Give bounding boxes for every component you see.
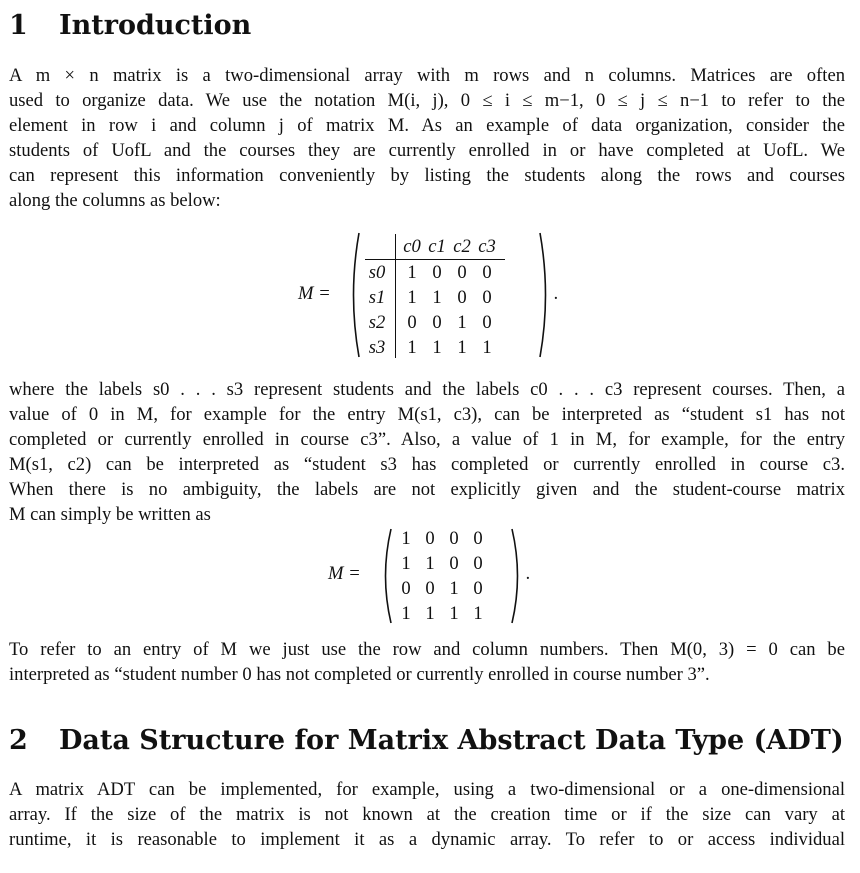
matrix-cell: 1 (407, 337, 417, 358)
text-line: completed or currently enrolled in course c3”. Also, a value of 1 in M, for example, for the entry (9, 429, 845, 450)
matrix-cell: 1 (457, 337, 467, 358)
text-line: along the columns as below: (9, 190, 221, 211)
intro-paragraph-3 (9, 637, 845, 687)
matrix-cell: 1 (449, 578, 459, 599)
text-line: When there is no ambiguity, the labels are not explicitly given and the student-course matrix (9, 479, 845, 500)
matrix-cell: 1 (473, 603, 483, 624)
matrix-cell: 1 (449, 603, 459, 624)
column-label: c1 (428, 236, 446, 257)
section-1-title: Introduction (59, 10, 252, 41)
matrix-cell: 0 (482, 312, 492, 333)
text-line: students of UofL and the courses they are currently enrolled in or have completed at UofL. We (9, 140, 845, 161)
row-label: s2 (368, 312, 386, 333)
matrix-cell: 0 (407, 312, 417, 333)
text-line: M can simply be written as (9, 504, 211, 525)
matrix-cell: 0 (473, 553, 483, 574)
text-line: array. If the size of the matrix is not known at the creation time or if the size can vary at (9, 804, 845, 825)
matrix-cell: 0 (473, 578, 483, 599)
column-label: c3 (478, 236, 496, 257)
text-line: interpreted as “student number 0 has not completed or currently enrolled in course number 3”. (9, 664, 710, 685)
section-2-number: 2 (9, 725, 28, 756)
text-line: where the labels s0 . . . s3 represent students and the labels c0 . . . c3 represent courses. Then, a (9, 379, 845, 400)
text-line: used to organize data. We use the notation M(i, j), 0 ≤ i ≤ m−1, 0 ≤ j ≤ n−1 to refer to the (9, 90, 845, 111)
label-separator-vertical (395, 234, 396, 358)
intro-paragraph-1 (9, 63, 845, 213)
matrix-cell: 0 (457, 262, 467, 283)
matrix-cell: 0 (457, 287, 467, 308)
row-label: s1 (368, 287, 386, 308)
left-paren (347, 232, 361, 358)
matrix-cell: 0 (473, 528, 483, 549)
text-line: To refer to an entry of M we just use the row and column numbers. Then M(0, 3) = 0 can be (9, 639, 845, 660)
section-2-heading (9, 725, 844, 757)
text-line: can represent this information conveniently by listing the students along the rows and courses (9, 165, 845, 186)
column-label: c0 (403, 236, 421, 257)
text-line: runtime, it is reasonable to implement it as a dynamic array. To refer to or access individual (9, 829, 845, 850)
matrix-trailing-period: . (554, 283, 559, 304)
matrix-cell: 1 (401, 603, 411, 624)
matrix-cell: 1 (401, 553, 411, 574)
matrix-cell: 1 (482, 337, 492, 358)
column-label: c2 (453, 236, 471, 257)
section-1-number: 1 (9, 10, 28, 41)
matrix-cell: 1 (432, 337, 442, 358)
matrix-cell: 0 (449, 528, 459, 549)
matrix-cell: 1 (425, 603, 435, 624)
matrix-cell: 1 (457, 312, 467, 333)
matrix-cell: 0 (425, 578, 435, 599)
matrix-label: M = (298, 283, 331, 304)
text-line: element in row i and column j of matrix M. As an example of data organization, consider the (9, 115, 845, 136)
left-paren (379, 528, 393, 624)
text-line: value of 0 in M, for example for the entry M(s1, c3), can be interpreted as “student s1 has not (9, 404, 845, 425)
matrix-cell: 0 (449, 553, 459, 574)
matrix-cell: 1 (407, 262, 417, 283)
plain-matrix-equation (9, 525, 845, 625)
right-paren (510, 528, 524, 624)
adt-paragraph-1 (9, 777, 845, 852)
row-label: s0 (368, 262, 386, 283)
matrix-cell: 1 (407, 287, 417, 308)
matrix-cell: 1 (425, 553, 435, 574)
matrix-cell: 1 (432, 287, 442, 308)
section-1-heading (9, 10, 251, 42)
matrix-cell: 0 (401, 578, 411, 599)
text-line: A matrix ADT can be implemented, for example, using a two-dimensional or a one-dimensional (9, 779, 845, 800)
matrix-cell: 0 (482, 262, 492, 283)
row-label: s3 (368, 337, 386, 358)
text-line: A m × n matrix is a two-dimensional array with m rows and n columns. Matrices are often (9, 65, 845, 86)
matrix-trailing-period: . (526, 563, 531, 584)
matrix-cell: 0 (432, 312, 442, 333)
matrix-cell: 1 (401, 528, 411, 549)
intro-paragraph-2 (9, 377, 845, 527)
text-line: M(s1, c2) can be interpreted as “student s3 has completed or currently enrolled in course c3. (9, 454, 845, 475)
matrix-cell: 0 (432, 262, 442, 283)
matrix-cell: 0 (482, 287, 492, 308)
labeled-matrix-equation (9, 228, 845, 363)
right-paren (538, 232, 552, 358)
matrix-cell: 0 (425, 528, 435, 549)
matrix-label: M = (328, 563, 361, 584)
section-2-title: Data Structure for Matrix Abstract Data Type (ADT) (59, 725, 844, 756)
